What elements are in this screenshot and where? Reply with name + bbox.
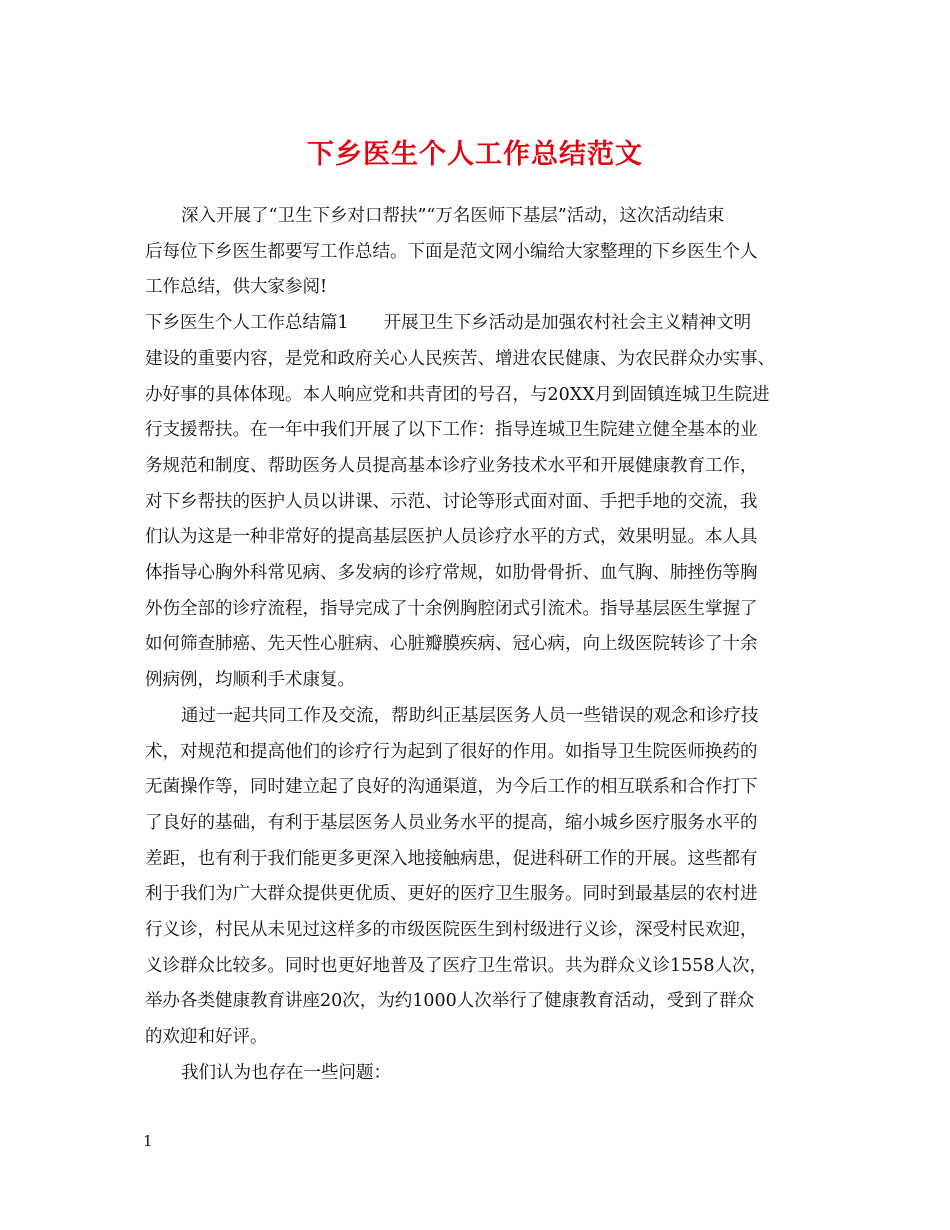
body-line: 差距，也有利于我们能更多更深入地接触病患，促进科研工作的开展。这些都有: [145, 848, 758, 869]
body-line: 我们认为也存在一些问题：: [181, 1062, 391, 1083]
body-line: 例病例，均顺利手术康复。: [145, 670, 355, 691]
body-line: 无菌操作等，同时建立起了良好的沟通渠道，为今后工作的相互联系和合作打下: [145, 777, 758, 798]
body-line: 了良好的基础，有利于基层医务人员业务水平的提高，缩小城乡医疗服务水平的: [145, 812, 758, 833]
body-line: 术，对规范和提高他们的诊疗行为起到了很好的作用。如指导卫生院医师换药的: [145, 741, 758, 762]
body-line: 办好事的具体体现。本人响应党和共青团的号召，与20XX月到固镇连城卫生院进: [145, 384, 770, 405]
body-line: 行支援帮扶。在一年中我们开展了以下工作：指导连城卫生院建立健全基本的业: [145, 420, 758, 441]
body-line: 工作总结，供大家参阅!: [145, 277, 328, 298]
body-line: 们认为这是一种非常好的提高基层医护人员诊疗水平的方式，效果明显。本人具: [145, 527, 758, 548]
page-number: 1: [143, 1132, 153, 1150]
body-line: 行义诊，村民从未见过这样多的市级医院医生到村级进行义诊，深受村民欢迎，: [145, 920, 758, 941]
body-line: 外伤全部的诊疗流程，指导完成了十余例胸腔闭式引流术。指导基层医生掌握了: [145, 598, 758, 619]
body-line: 的欢迎和好评。: [145, 1027, 268, 1048]
document-title: 下乡医生个人工作总结范文: [307, 139, 643, 170]
body-line: 体指导心胸外科常见病、多发病的诊疗常规，如肋骨骨折、血气胸、肺挫伤等胸: [145, 563, 758, 584]
body-line: 深入开展了“卫生下乡对口帮扶”“万名医师下基层”活动，这次活动结束: [181, 206, 725, 226]
body-line: 建设的重要内容，是党和政府关心人民疾苦、增进农民健康、为农民群众办实事、: [145, 348, 775, 369]
body-line: 义诊群众比较多。同时也更好地普及了医疗卫生常识。共为群众义诊1558人次，: [145, 955, 768, 976]
body-line: 通过一起共同工作及交流，帮助纠正基层医务人员一些错误的观念和诊疗技: [181, 705, 759, 726]
body-line: 务规范和制度、帮助医务人员提高基本诊疗业务技术水平和开展健康教育工作，: [145, 455, 758, 476]
body-line: 举办各类健康教育讲座20次，为约1000人次举行了健康教育活动，受到了群众: [145, 991, 755, 1012]
body-line: 对下乡帮扶的医护人员以讲课、示范、讨论等形式面对面、手把手地的交流，我: [145, 491, 758, 512]
body-line: 如何筛查肺癌、先天性心脏病、心脏瓣膜疾病、冠心病，向上级医院转诊了十余: [145, 634, 758, 655]
document-body: [145, 199, 810, 1092]
body-line: 后每位下乡医生都要写工作总结。下面是范文网小编给大家整理的下乡医生个人: [145, 241, 758, 262]
section-heading-line: 下乡医生个人工作总结篇1 开展卫生下乡活动是加强农村社会主义精神文明: [145, 313, 752, 334]
body-line: 利于我们为广大群众提供更优质、更好的医疗卫生服务。同时到最基层的农村进: [145, 884, 758, 905]
